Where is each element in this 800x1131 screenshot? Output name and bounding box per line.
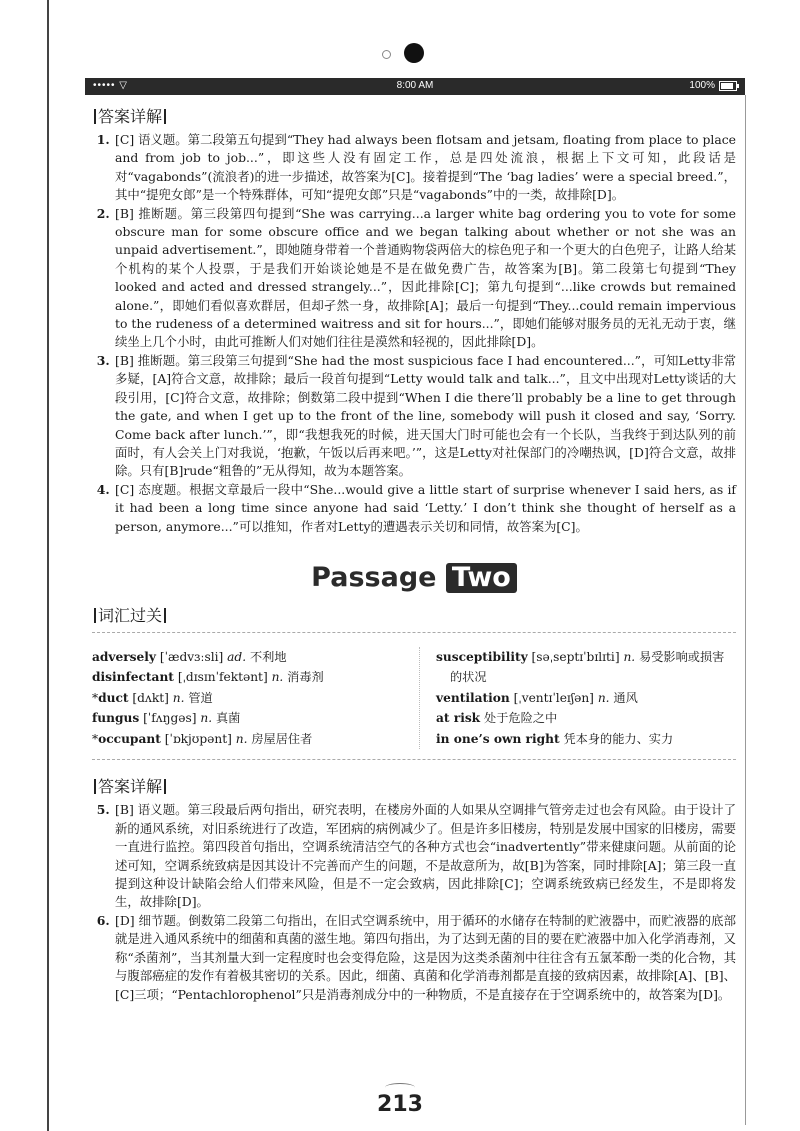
battery-status [689,80,737,91]
section-heading-answers-2: 答案详解 [92,774,736,797]
vocab-column-left [92,647,410,750]
answer-item-3: 3. [B] 推断题。第三段第三句提到“She had the most suspicious face I had encountered...”，可知Letty非常多疑，[A]符合文意，故排除；最后一段首句提到“Letty would talk and talk...”，且文中出现对Letty谈话的大段引用，[C]符合文意，故排除；倒数第二段中提到“When I die there’ll probably be a line to get through the gate, and when I get up to the front of the line, somebody will push it closed and say, ‘Sorry. Come back after lunch.’”，即“我想我死的时候，进天国大门时可能也会有一个长队，当我终于到达队列的前面时，有人会关上门对我说，‘抱歉，午饭以后再来吧。’”，这是Letty对社保部门的冷嘲热讽，[D]符合文意，故排除。只有[B]rude“粗鲁的”无从得知，故为本题答案。 [114,352,736,481]
answer-item-1: 1. [C] 语义题。第二段第五句提到“They had always been flotsam and jetsam, floating from place to place and from job to job...”，即这些人没有固定工作，总是四处流浪，根据上下文可知，此段话是对“vagabonds”(流浪者)的进一步描述，故答案为[C]。接着提到“The ‘bag ladies’ were a special breed.”，其中“提兜女郎”是一个特殊群体，可知“提兜女郎”只是“vagabonds”中的一类，故排除[D]。 [114,131,736,205]
vocab-column-right [419,647,736,750]
page-content [92,104,736,1004]
battery-icon [719,81,737,91]
vocab-entry-occupant: *occupant [ˈɒkjʊpənt] n. 房屋居住者 [92,731,313,746]
answer-item-5: 5. [B] 语义题。第三段最后两句指出，研究表明，在楼房外面的人如果从空调排气管旁走过也会有风险。由于设计了新的通风系统，对旧系统进行了改造，军团病的病例减少了。但是许多旧楼房，特别是发展中国家的旧楼房，需要一直进行监控。第四段首句指出，空调系统清洁空气的各种方式也会“inadvertently”带来健康问题。从前面的论述可知，空调系统致病是因其设计不完善而产生的问题，不是故意所为，故[B]为答案，同时排除[A]；第三段一直提到这种设计缺陷会给人们带来风险，但是不一定会致病，因此排除[C]；空调系统致病已经发生，不是即将发生，故排除[D]。 [114,801,736,911]
clock: 8:00 AM [396,80,434,91]
vocab-entry-at-risk: at risk 处于危险之中 [436,711,558,726]
battery-percent: 100% [689,80,715,91]
camera-sensor-icon [382,50,391,59]
vocab-entry-susceptibility-cont: 的状况 [450,670,487,685]
passage-number: Two [446,563,517,593]
camera-icon [404,43,424,63]
answer-item-4: 4. [C] 态度题。根据文章最后一段中“She...would give a little start of surprise whenever I said hers, as if it had been a long time since anyone had said ‘Letty.’ I don’t think she thought of herself as a person, anymore...”可以推知，作者对Letty的遭遇表示关切和同情，故答案为[C]。 [114,481,736,536]
section-heading-answers-1: 答案详解 [92,104,736,127]
margin-rule [47,0,49,1131]
vocab-box [92,632,736,761]
vocab-entry-own-right: in one’s own right 凭本身的能力、实力 [436,731,674,746]
vocab-entry-adversely: adversely [ˈædvɜːsli] ad. 不利地 [92,649,287,664]
wifi-icon: ▽ [119,80,128,91]
passage-title [92,562,736,593]
answer-list-1 [92,131,736,536]
vocab-entry-duct: *duct [dʌkt] n. 管道 [92,690,213,705]
vocab-entry-susceptibility: susceptibility [səˌseptɪˈbɪlɪti] n. 易受影响或损害 [436,649,725,664]
status-bar [85,78,745,95]
vocab-entry-ventilation: ventilation [ˌventɪˈleɪʃən] n. 通风 [436,690,638,705]
page-number-arc [385,1083,415,1092]
answer-list-2 [92,801,736,1003]
passage-word: Passage [311,561,437,593]
vocab-entry-disinfectant: disinfectant [ˌdɪsɪnˈfektənt] n. 消毒剂 [92,670,324,685]
page-number: 213 [377,1092,423,1117]
answer-item-6: 6. [D] 细节题。倒数第二段第二句指出，在旧式空调系统中，用于循环的水储存在特制的贮液器中，而贮液器的底部就是进入通风系统中的细菌和真菌的滋生地。第四句指出，为了达到无菌的目的要在贮液器中加入化学消毒剂，又称“杀菌剂”，当其剂量大到一定程度时也会变得危险，这是因为这类杀菌剂中往往含有五氯苯酚一类的化合物，其与腹部癌症的发作有着极其密切的关系。因此，细菌、真菌和化学消毒剂都是直接的致病因素，故排除[A]、[B]、[C]三项；“Pentachlorophenol”只是消毒剂成分中的一种物质，不是直接存在于空调系统中的，故答案为[D]。 [114,912,736,1004]
section-heading-vocab: 词汇过关 [92,603,736,626]
signal-strength: ••••• ▽ [93,80,128,91]
vocab-entry-fungus: fungus [ˈfʌŋgəs] n. 真菌 [92,711,241,726]
answer-item-2: 2. [B] 推断题。第三段第四句提到“She was carrying...a larger white bag ordering you to vote for some obscure man for some obscure office and we began talking about whether or not she was an unpaid advertisement.”，即她随身带着一个普通购物袋两倍大的棕色兜子和一个更大的白色兜子，让路人给某个机构的某个人投票，于是我们开始谈论她是不是在做免费广告，故答案为[B]。第二段第七句提到“They looked and acted and dressed strangely...”，因此排除[C]；第九句提到“...like crowds but remained alone.”，即她们看似喜欢群居，但却孑然一身，故排除[A]；最后一句提到“They...could remain impervious to the rudeness of a determined waitress and sit for hours...”，即她们能够对服务员的无礼无动于衷，继续坐上几个小时，由此可推断人们对她们往往是漠然和轻视的，因此排除[D]。 [114,205,736,352]
